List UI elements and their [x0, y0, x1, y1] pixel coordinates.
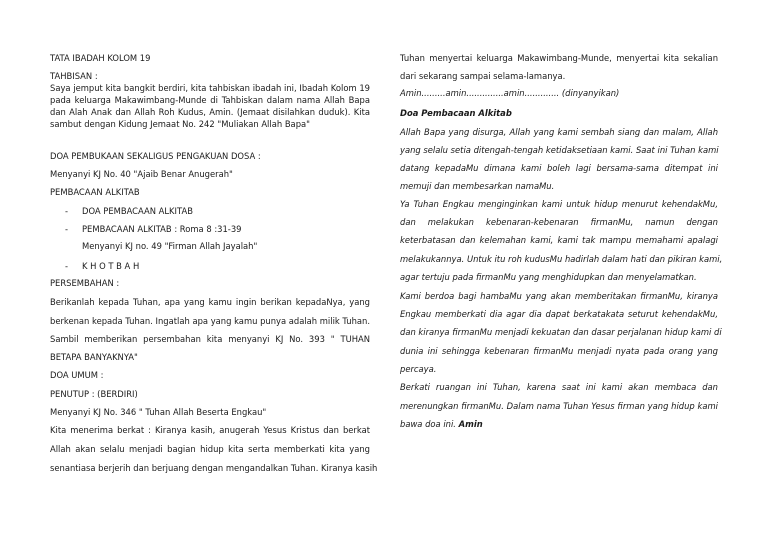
list-nyanyi-kj49: Menyanyi KJ no. 49 "Firman Allah Jayalah" [82, 241, 258, 251]
list-khotbah: K H O T B A H [82, 261, 140, 271]
doa-paragraph-line: Berkati ruangan ini Tuhan, karena saat ini kami akan membaca dan [400, 382, 718, 392]
amin-sung-line: Amin.........amin..............amin............. (dinyanyikan) [400, 88, 620, 98]
doa-paragraph-line: percaya. [400, 364, 437, 374]
tahbisan-label: TAHBISAN : [50, 71, 98, 81]
tahbisan-line: dan Alah Anak dan Allah Roh Kudus, Amin. (Jemaat disilahkan duduk). Kita [50, 107, 370, 117]
doa-paragraph-line: datang kepadaMu dimana kami boleh lagi bersama-sama ditempat ini [400, 163, 718, 173]
tahbisan-line: sambut dengan Kidung Jemaat No. 242 "Muliakan Allah Bapa" [50, 119, 310, 129]
list-dash: - [65, 261, 69, 271]
persembahan-label: PERSEMBAHAN : [50, 278, 120, 288]
doa-paragraph-line: Ya Tuhan Engkau menginginkan kami untuk hidup menurut kehendakMu, [400, 199, 718, 209]
doa-umum-heading: DOA UMUM : [50, 370, 104, 380]
doa-paragraph-line: melakukannya. Untuk itu roh kudusMu hadirlah dalam hati dan pikiran kami, [400, 254, 723, 264]
nyanyi-kj346: Menyanyi KJ No. 346 " Tuhan Allah Beserta Engkau" [50, 407, 267, 417]
doa-paragraph-line: Engkau memberkati dia agar dia dapat berkatakata seturut kehendakMu, [400, 309, 718, 319]
list-pembacaan-roma: PEMBACAAN ALKITAB : Roma 8 :31-39 [82, 224, 242, 234]
list-dash: - [65, 224, 69, 234]
doa-paragraph-line: keterbatasan dan kelemahan kami, kami tak mampu memahami apalagi [400, 235, 718, 245]
doa-pembukaan-heading: DOA PEMBUKAAN SEKALIGUS PENGAKUAN DOSA : [50, 151, 261, 161]
berkat-line: Allah akan selalu menjadi bagian hidup kita serta memberkati kita yang [50, 444, 370, 454]
doa-paragraph-line: memuji dan membesarkan namaMu. [400, 181, 555, 191]
doa-paragraph-line: yang selalu setia ditengah-tengah ketidaksetiaan kami. Saat ini Tuhan kami [400, 145, 719, 155]
doa-paragraph-line: Kami berdoa bagi hambaMu yang akan memberitakan firmanMu, kiranya [400, 291, 718, 301]
list-dash: - [65, 206, 69, 216]
berkat-continuation-line: Tuhan menyertai keluarga Makawimbang-Munde, menyertai kita sekalian [400, 53, 718, 63]
berkat-continuation-line: dari sekarang sampai selama-lamanya. [400, 71, 566, 81]
pembacaan-alkitab-heading: PEMBACAAN ALKITAB [50, 187, 140, 197]
amin-closing: Amin [458, 419, 483, 429]
berkat-line: senantiasa berjerih dan berjuang dengan mengandalkan Tuhan. Kiranya kasih [50, 463, 378, 473]
document-title: TATA IBADAH KOLOM 19 [50, 53, 151, 63]
nyanyi-kj40: Menyanyi KJ No. 40 "Ajaib Benar Anugerah" [50, 169, 233, 179]
doa-paragraph-line: dunia ini sehingga kebenaran firmanMu menjadi nyata pada orang yang [400, 346, 718, 356]
doa-paragraph-line: dan melakukan kebenaran-kebenaran firmanMu, namun dengan [400, 217, 718, 227]
doa-paragraph-line: bawa doa ini. Amin [400, 419, 483, 429]
list-doa-pembacaan: DOA PEMBACAAN ALKITAB [82, 206, 193, 216]
tahbisan-line: pada keluarga Makawimbang-Munde di Tahbiskan dalam nama Allah Bapa [50, 95, 370, 105]
penutup-heading: PENUTUP : (BERDIRI) [50, 389, 138, 399]
berkat-line: Kita menerima berkat : Kiranya kasih, anugerah Yesus Kristus dan berkat [50, 425, 370, 435]
tahbisan-line: Saya jemput kita bangkit berdiri, kita tahbiskan ibadah ini, Ibadah Kolom 19 [50, 83, 370, 93]
doa-paragraph-line: merenungkan firmanMu. Dalam nama Tuhan Yesus firman yang hidup kami [400, 401, 718, 411]
persembahan-line: BETAPA BANYAKNYA" [50, 352, 138, 362]
doa-paragraph-line: Allah Bapa yang disurga, Allah yang kami sembah siang dan malam, Allah [400, 127, 718, 137]
doa-paragraph-line: dan kiranya firmanMu menjadi kekuatan dan dasar perjalanan hidup kami di [400, 327, 722, 337]
persembahan-line: berkenan kepada Tuhan. Ingatlah apa yang kamu punya adalah milik Tuhan. [50, 316, 370, 326]
persembahan-line: Berikanlah kepada Tuhan, apa yang kamu ingin berikan kepadaNya, yang [50, 297, 370, 307]
doa-pembacaan-title: Doa Pembacaan Alkitab [400, 108, 512, 118]
doa-paragraph-line: agar tertuju pada firmanMu yang menghidupkan dan menyelamatkan. [400, 272, 697, 282]
persembahan-line: Sambil memberikan persembahan kita menyanyi KJ No. 393 " TUHAN [50, 334, 370, 344]
